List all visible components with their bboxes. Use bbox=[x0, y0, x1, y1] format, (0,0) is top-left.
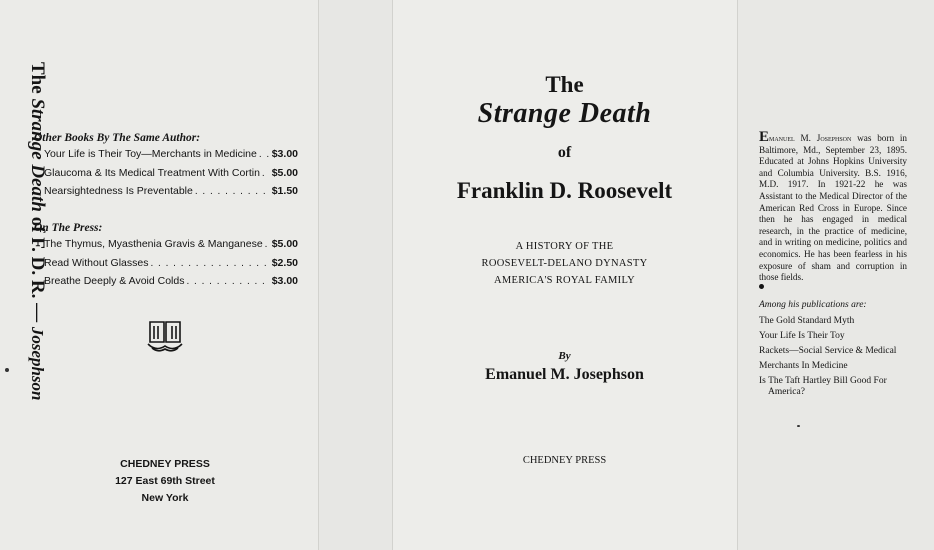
publications-heading: Among his publications are: bbox=[759, 300, 867, 310]
subtitle-line: AMERICA'S ROYAL FAMILY bbox=[493, 275, 636, 286]
title-of: of bbox=[557, 144, 572, 161]
spine-panel bbox=[318, 0, 392, 550]
byline-by: By bbox=[558, 350, 571, 362]
book-title: Your Life is Their Toy—Merchants in Medicine bbox=[44, 148, 257, 160]
fold-line bbox=[318, 0, 319, 550]
author-name: Emanuel M. Josephson bbox=[485, 366, 644, 383]
on-press-list bbox=[44, 238, 298, 294]
book-price: $2.50 bbox=[271, 256, 298, 269]
on-press-heading: On The Press: bbox=[34, 222, 103, 234]
subtitle-line: ROOSEVELT-DELANO DYNASTY bbox=[481, 258, 648, 269]
publication-item bbox=[759, 316, 919, 327]
subtitle bbox=[392, 238, 737, 289]
book-title: Breathe Deeply & Avoid Colds bbox=[44, 275, 185, 287]
bullet-dot bbox=[759, 284, 764, 289]
book-title: The Thymus, Myasthenia Gravis & Manganese bbox=[44, 238, 263, 250]
book-entry bbox=[44, 185, 298, 204]
publication-title: Rackets—Social Service & Medical bbox=[759, 346, 897, 356]
other-books-heading: Other Books By The Same Author: bbox=[34, 132, 201, 144]
front-publisher: CHEDNEY PRESS bbox=[522, 455, 607, 466]
title-strange-death: Strange Death bbox=[477, 98, 652, 129]
author-bio bbox=[759, 129, 907, 284]
dot-leader bbox=[184, 276, 268, 287]
title-the: The bbox=[545, 72, 584, 97]
title-name: Franklin D. Roosevelt bbox=[456, 178, 673, 203]
publication-title: Merchants In Medicine bbox=[759, 361, 848, 371]
address-line: New York bbox=[141, 492, 189, 504]
bio-dropcap: E bbox=[759, 129, 770, 145]
other-books-list bbox=[44, 148, 298, 204]
publication-title: Your Life Is Their Toy bbox=[759, 331, 845, 341]
publication-item bbox=[759, 361, 919, 372]
book-price: $1.50 bbox=[271, 185, 298, 197]
book-entry bbox=[44, 148, 298, 167]
book-title: Read Without Glasses bbox=[44, 256, 149, 269]
spine-title bbox=[22, 62, 52, 472]
print-speck bbox=[5, 368, 9, 372]
subtitle-line: A HISTORY OF THE bbox=[515, 241, 614, 252]
dot-leader bbox=[257, 149, 269, 160]
dot-leader bbox=[260, 168, 269, 179]
publisher-address bbox=[80, 456, 250, 507]
book-entry bbox=[44, 257, 298, 276]
book-price: $5.00 bbox=[271, 166, 298, 179]
publication-item bbox=[759, 331, 919, 342]
fold-line bbox=[737, 0, 738, 550]
dot-leader bbox=[148, 258, 268, 269]
publication-title-cont: America? bbox=[768, 387, 805, 397]
publication-title: Is The Taft Hartley Bill Good For bbox=[759, 376, 887, 386]
book-price: $3.00 bbox=[271, 275, 298, 287]
book-entry bbox=[44, 167, 298, 186]
address-line: 127 East 69th Street bbox=[115, 475, 215, 487]
print-speck bbox=[797, 425, 800, 427]
publication-item bbox=[759, 346, 919, 357]
publication-item bbox=[759, 376, 919, 398]
book-entry bbox=[44, 238, 298, 257]
book-entry bbox=[44, 275, 298, 294]
spine-author: Josephson bbox=[28, 326, 47, 401]
publications-list bbox=[759, 316, 919, 402]
bio-text: was born in Baltimore, Md., September 23, 1895. Educated at Johns Hopkins University and Columbia University. B.S. 1916, M.D. 1917. In 1921-22 he was Assistant to the Medical Director of the American Red Cross in Europe. Since then he has engaged in medical research, in the practice of medicine, and in writing on medicine, politics and economics. He has been fearless in his exposure of sham and corruption in those fields. bbox=[759, 133, 907, 283]
spine-dash: — bbox=[27, 303, 48, 323]
book-price: $5.00 bbox=[271, 238, 298, 250]
book-title: Nearsightedness Is Preventable bbox=[44, 185, 193, 197]
dot-leader bbox=[193, 186, 269, 197]
book-price: $3.00 bbox=[271, 148, 298, 160]
spine-strange-death: Strange Death bbox=[27, 98, 48, 212]
spine-the: The bbox=[27, 62, 48, 94]
book-title: Glaucoma & Its Medical Treatment With Cortin bbox=[44, 166, 260, 179]
bio-author-name: manuel M. Josephson bbox=[769, 133, 852, 143]
publication-title: The Gold Standard Myth bbox=[759, 316, 855, 326]
open-book-logo-icon bbox=[146, 318, 184, 354]
spine-of-fdr: of F. D. R. bbox=[27, 216, 48, 299]
address-line: CHEDNEY PRESS bbox=[120, 458, 210, 470]
